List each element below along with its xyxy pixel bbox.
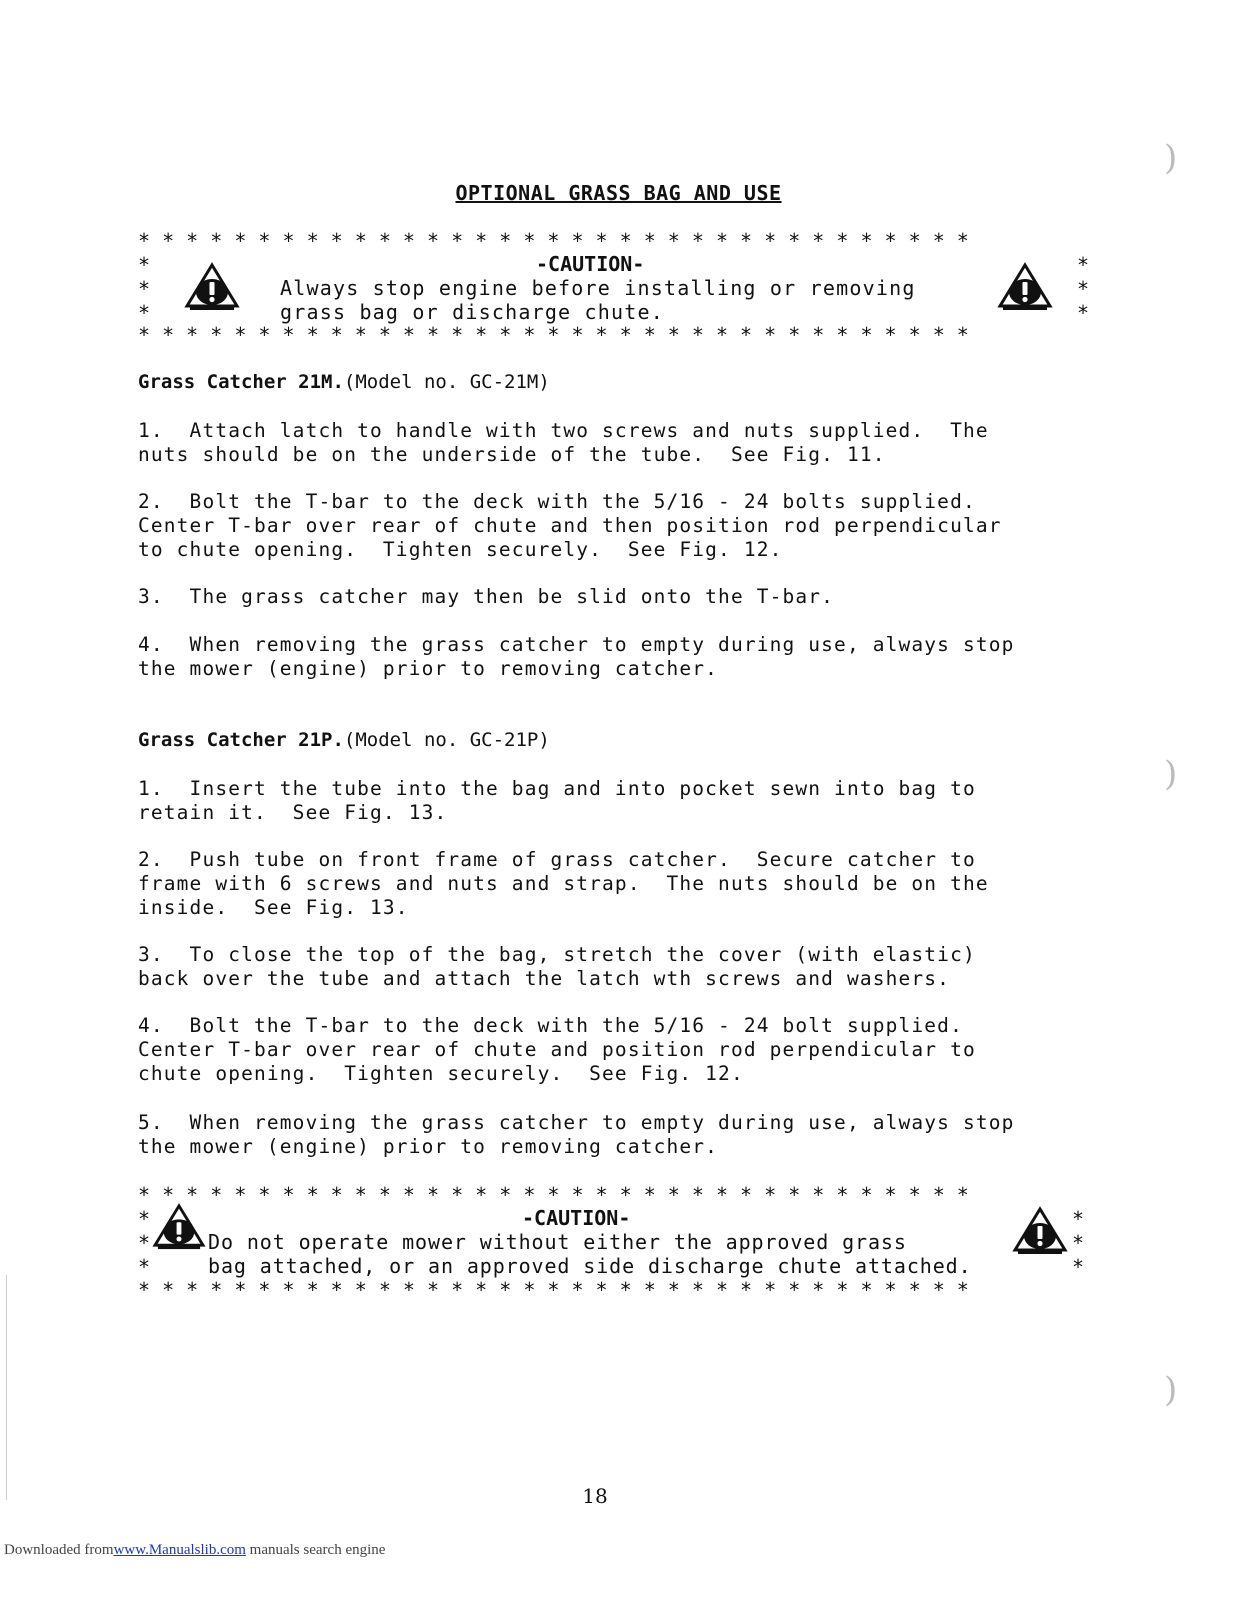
footer-suffix: manuals search engine bbox=[245, 1542, 386, 1558]
star-left: * bbox=[138, 253, 151, 277]
star-border-bottom: * * * * * * * * * * * * * * * * * * * * * * * * * * * * * * * * * * * bbox=[138, 323, 969, 347]
scan-edge-line bbox=[6, 1275, 7, 1500]
step-item: 4. When removing the grass catcher to empty during use, always stop the mower (engine) prior to removing catcher. bbox=[138, 633, 1015, 680]
warning-icon bbox=[1012, 1206, 1068, 1256]
step-item: 5. When removing the grass catcher to empty during use, always stop the mower (engine) prior to removing catcher. bbox=[138, 1111, 1015, 1158]
star-right: * bbox=[1072, 1255, 1085, 1279]
caution-heading: -CAUTION- bbox=[522, 1206, 631, 1230]
section-heading-21m bbox=[138, 371, 550, 393]
step-item: 3. The grass catcher may then be slid onto the T-bar. bbox=[138, 585, 835, 608]
star-border-top: * * * * * * * * * * * * * * * * * * * * * * * * * * * * * * * * * * * bbox=[138, 1183, 969, 1207]
step-item: 1. Insert the tube into the bag and into pocket sewn into bag to retain it. See Fig. 13. bbox=[138, 777, 976, 824]
footer bbox=[4, 1542, 385, 1559]
star-left: * bbox=[138, 1207, 151, 1231]
step-item: 1. Attach latch to handle with two screws and nuts supplied. The nuts should be on the underside of the tube. See Fig. 11. bbox=[138, 419, 989, 466]
star-left: * bbox=[138, 1255, 151, 1279]
star-left: * bbox=[138, 301, 151, 325]
star-left: * bbox=[138, 277, 151, 301]
star-left: * bbox=[138, 1231, 151, 1255]
step-item: 4. Bolt the T-bar to the deck with the 5/16 - 24 bolt supplied. Center T-bar over rear of chute and position rod perpendicular to chute opening. Tighten securely. See Fig. 12. bbox=[138, 1014, 976, 1085]
section-title: Grass Catcher 21P. bbox=[138, 729, 344, 751]
star-right: * bbox=[1077, 277, 1090, 301]
binder-mark: ) bbox=[1164, 1370, 1178, 1410]
warning-icon bbox=[997, 262, 1053, 312]
footer-prefix: Downloaded from bbox=[4, 1542, 114, 1558]
footer-link[interactable]: www.Manualslib.com bbox=[113, 1542, 246, 1558]
step-item: 2. Bolt the T-bar to the deck with the 5/16 - 24 bolts supplied. Center T-bar over rear of chute and then position rod perpendicular to chute opening. Tighten securely. See Fig. 12. bbox=[138, 490, 1002, 561]
model-number: (Model no. GC-21P) bbox=[343, 729, 550, 751]
model-number: (Model no. GC-21M) bbox=[343, 371, 550, 393]
star-right: * bbox=[1077, 253, 1090, 277]
caution-line: bag attached, or an approved side discharge chute attached. bbox=[208, 1254, 972, 1278]
section-title: Grass Catcher 21M. bbox=[138, 371, 344, 393]
star-right: * bbox=[1072, 1207, 1085, 1231]
step-item: 2. Push tube on front frame of grass catcher. Secure catcher to frame with 6 screws and nuts and strap. The nuts should be on the inside. See Fig. 13. bbox=[138, 848, 989, 919]
caution-line: Always stop engine before installing or removing bbox=[280, 276, 916, 300]
binder-mark: ) bbox=[1164, 138, 1178, 178]
star-right: * bbox=[1072, 1231, 1085, 1255]
section-heading-21p bbox=[138, 729, 550, 751]
caution-line: Do not operate mower without either the approved grass bbox=[208, 1230, 907, 1254]
warning-icon bbox=[152, 1203, 206, 1251]
step-item: 3. To close the top of the bag, stretch the cover (with elastic) back over the tube and attach the latch wth screws and washers. bbox=[138, 943, 976, 990]
star-right: * bbox=[1077, 301, 1090, 325]
caution-line: grass bag or discharge chute. bbox=[280, 300, 664, 324]
binder-mark: ) bbox=[1164, 754, 1178, 794]
warning-icon bbox=[184, 262, 240, 312]
caution-heading: -CAUTION- bbox=[536, 252, 645, 276]
page-title: OPTIONAL GRASS BAG AND USE bbox=[455, 181, 782, 205]
star-border-bottom: * * * * * * * * * * * * * * * * * * * * * * * * * * * * * * * * * * * bbox=[138, 1278, 969, 1302]
page-number: 18 bbox=[582, 1484, 608, 1508]
star-border-top: * * * * * * * * * * * * * * * * * * * * * * * * * * * * * * * * * * * bbox=[138, 229, 969, 253]
